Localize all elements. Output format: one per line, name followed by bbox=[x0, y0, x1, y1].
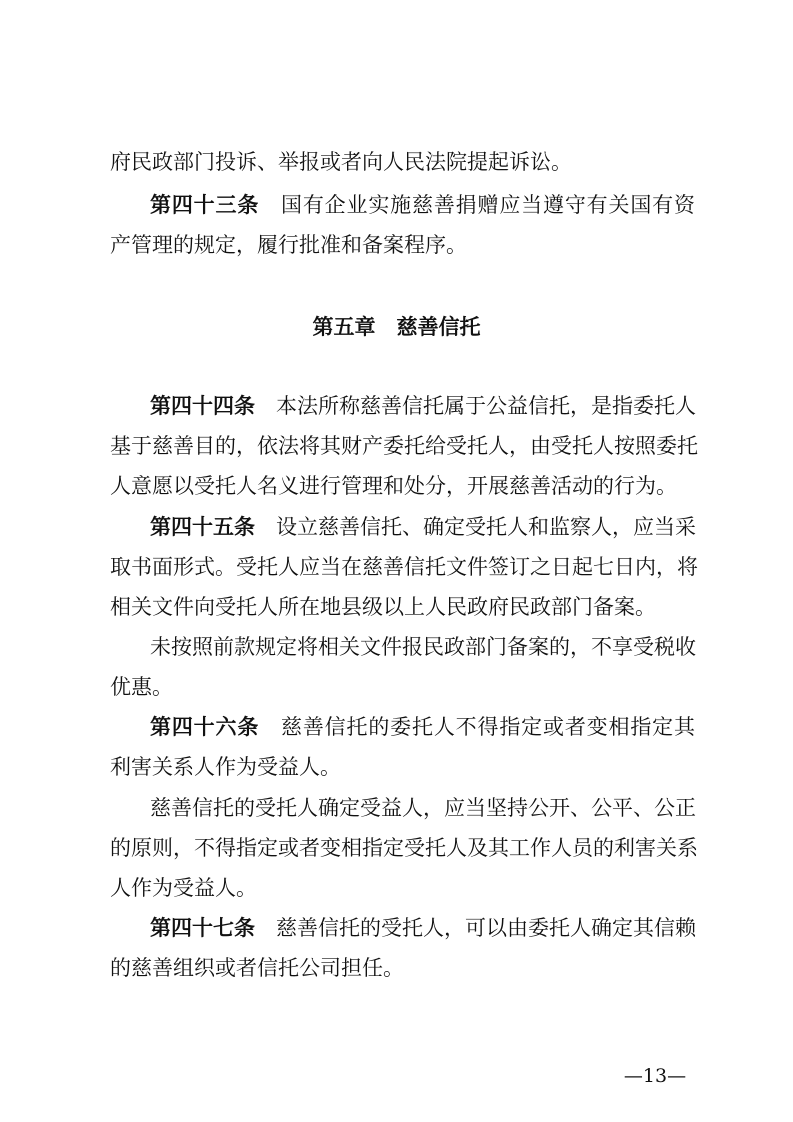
line-text: 未按照前款规定将相关文件报民政部门备案的，不享受税收 bbox=[150, 635, 696, 659]
paragraph-line bbox=[110, 953, 695, 983]
article-number: 第四十七条 bbox=[150, 916, 255, 940]
line-text: 慈善信托的受托人，可以由委托人确定其信赖 bbox=[276, 916, 696, 940]
article-line bbox=[150, 190, 695, 220]
line-text: 设立慈善信托、确定受托人和监察人，应当采 bbox=[276, 515, 696, 539]
paragraph-line bbox=[110, 833, 698, 863]
line-text: 慈善信托的委托人不得指定或者变相指定其 bbox=[281, 715, 696, 739]
line-text: 相关文件向受托人所在地县级以上人民政府民政部门备案。 bbox=[110, 595, 656, 619]
line-text: 府民政部门投诉、举报或者向人民法院提起诉讼。 bbox=[110, 150, 572, 174]
paragraph-line bbox=[110, 873, 695, 903]
line-text: 产管理的规定，履行批准和备案程序。 bbox=[110, 233, 467, 257]
line-text: 人意愿以受托人名义进行管理和处分，开展慈善活动的行为。 bbox=[110, 474, 677, 498]
article-line bbox=[150, 712, 695, 742]
paragraph-line bbox=[110, 471, 695, 501]
line-text: 优惠。 bbox=[110, 675, 173, 699]
article-number: 第四十三条 bbox=[150, 193, 260, 217]
paragraph-line bbox=[110, 592, 695, 622]
paragraph-line bbox=[110, 672, 695, 702]
paragraph-line bbox=[110, 431, 698, 461]
line-text: 利害关系人作为受益人。 bbox=[110, 755, 341, 779]
line-text: 慈善信托的受托人确定受益人，应当坚持公开、公平、公正 bbox=[150, 796, 696, 820]
article-number: 第四十六条 bbox=[150, 715, 260, 739]
line-text: 的原则，不得指定或者变相指定受托人及其工作人员的利害关系 bbox=[110, 836, 698, 860]
paragraph-line bbox=[150, 632, 695, 662]
paragraph-line bbox=[110, 147, 695, 177]
chapter-heading: 第五章 慈善信托 bbox=[312, 315, 481, 339]
line-text: 的慈善组织或者信托公司担任。 bbox=[110, 956, 404, 980]
line-text: 人作为受益人。 bbox=[110, 876, 257, 900]
article-line bbox=[150, 512, 695, 542]
article-line bbox=[150, 913, 695, 943]
paragraph-line bbox=[150, 793, 695, 823]
page-number: —13— bbox=[623, 1065, 687, 1087]
article-number: 第四十四条 bbox=[150, 394, 255, 418]
article-number: 第四十五条 bbox=[150, 515, 255, 539]
line-text: 本法所称慈善信托属于公益信托，是指委托人 bbox=[276, 394, 696, 418]
article-line bbox=[150, 391, 695, 421]
line-text: 国有企业实施慈善捐赠应当遵守有关国有资 bbox=[281, 193, 696, 217]
paragraph-line bbox=[110, 552, 698, 582]
paragraph-line bbox=[110, 752, 695, 782]
line-text: 取书面形式。受托人应当在慈善信托文件签订之日起七日内，将 bbox=[110, 555, 698, 579]
paragraph-line bbox=[110, 230, 695, 260]
line-text: 基于慈善目的，依法将其财产委托给受托人，由受托人按照委托 bbox=[110, 434, 698, 458]
